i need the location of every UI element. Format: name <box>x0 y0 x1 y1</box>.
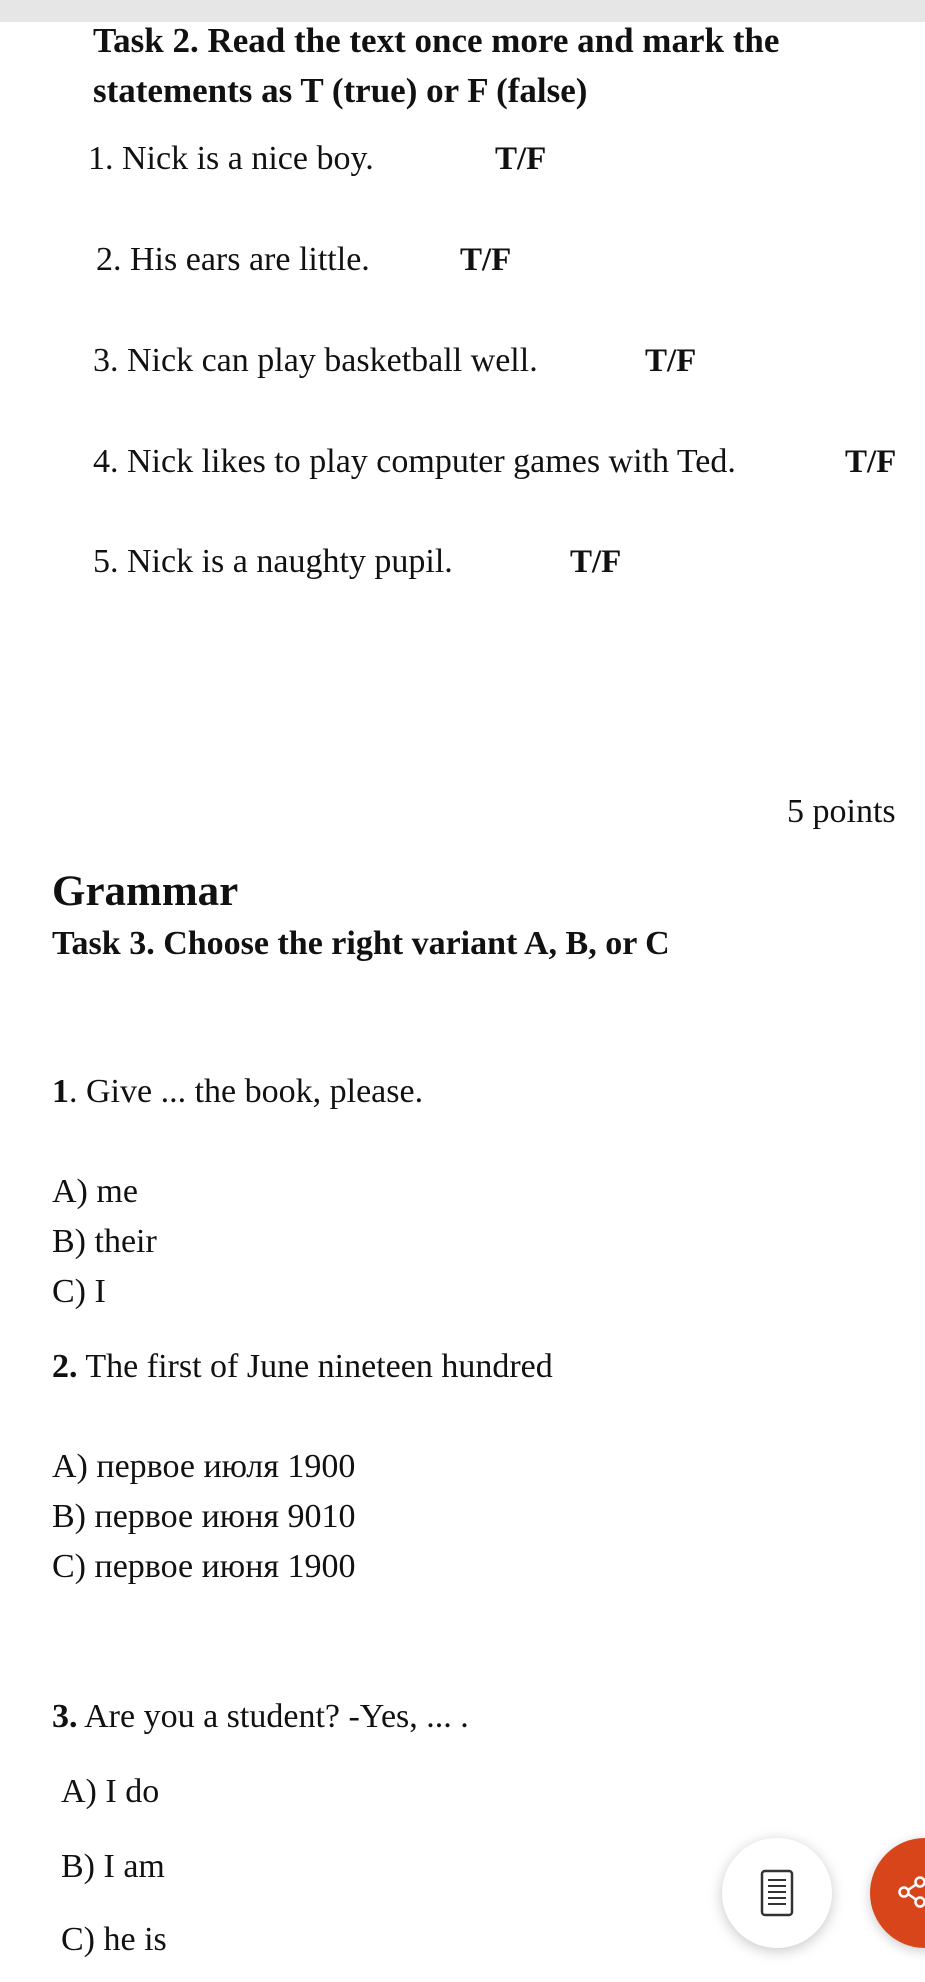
statement-3-tf: T/F <box>645 343 697 379</box>
reader-mode-button[interactable] <box>722 1838 832 1948</box>
q2-option-b: B) первое июня 9010 <box>52 1498 356 1535</box>
q1-option-a: A) me <box>52 1173 138 1210</box>
statement-5: 5. Nick is a naughty pupil. <box>93 543 453 580</box>
statement-4-tf: T/F <box>845 444 897 480</box>
statement-4: 4. Nick likes to play computer games with Ted. <box>93 443 736 480</box>
statement-2-tf: T/F <box>460 242 512 278</box>
section-title: Grammar <box>52 868 239 915</box>
question-3-number: 3. <box>52 1698 78 1735</box>
q3-option-c: C) he is <box>61 1921 167 1958</box>
statement-1: 1. Nick is a nice boy. <box>88 140 374 177</box>
question-2-text: The first of June nineteen hundred <box>77 1348 553 1385</box>
task2-heading: Task 2. Read the text once more and mark the statements as T (true) or F (false) <box>93 21 780 110</box>
q1-option-b: B) their <box>52 1223 157 1260</box>
q3-option-a: A) I do <box>61 1773 160 1810</box>
question-1 <box>52 1073 423 1111</box>
q3-option-b: B) I am <box>61 1848 165 1885</box>
share-icon <box>898 1876 925 1908</box>
q1-option-c: C) I <box>52 1273 106 1310</box>
q2-option-a: A) первое июля 1900 <box>52 1448 356 1485</box>
statement-1-tf: T/F <box>495 141 547 177</box>
question-2 <box>52 1348 553 1386</box>
question-1-number: 1 <box>52 1073 69 1110</box>
statement-2: 2. His ears are little. <box>96 241 370 278</box>
question-2-number: 2. <box>52 1348 78 1385</box>
question-1-text: . Give ... the book, please. <box>69 1073 424 1110</box>
question-3-text: Are you a student? -Yes, ... . <box>77 1698 469 1735</box>
task3-heading: Task 3. Choose the right variant A, B, or C <box>52 925 670 962</box>
statement-3: 3. Nick can play basketball well. <box>93 342 538 379</box>
share-button[interactable] <box>870 1838 925 1948</box>
reader-icon <box>759 1868 795 1918</box>
q2-option-c: C) первое июня 1900 <box>52 1548 356 1585</box>
statement-5-tf: T/F <box>570 544 622 580</box>
points-label: 5 points <box>787 793 896 830</box>
question-3 <box>52 1698 469 1736</box>
